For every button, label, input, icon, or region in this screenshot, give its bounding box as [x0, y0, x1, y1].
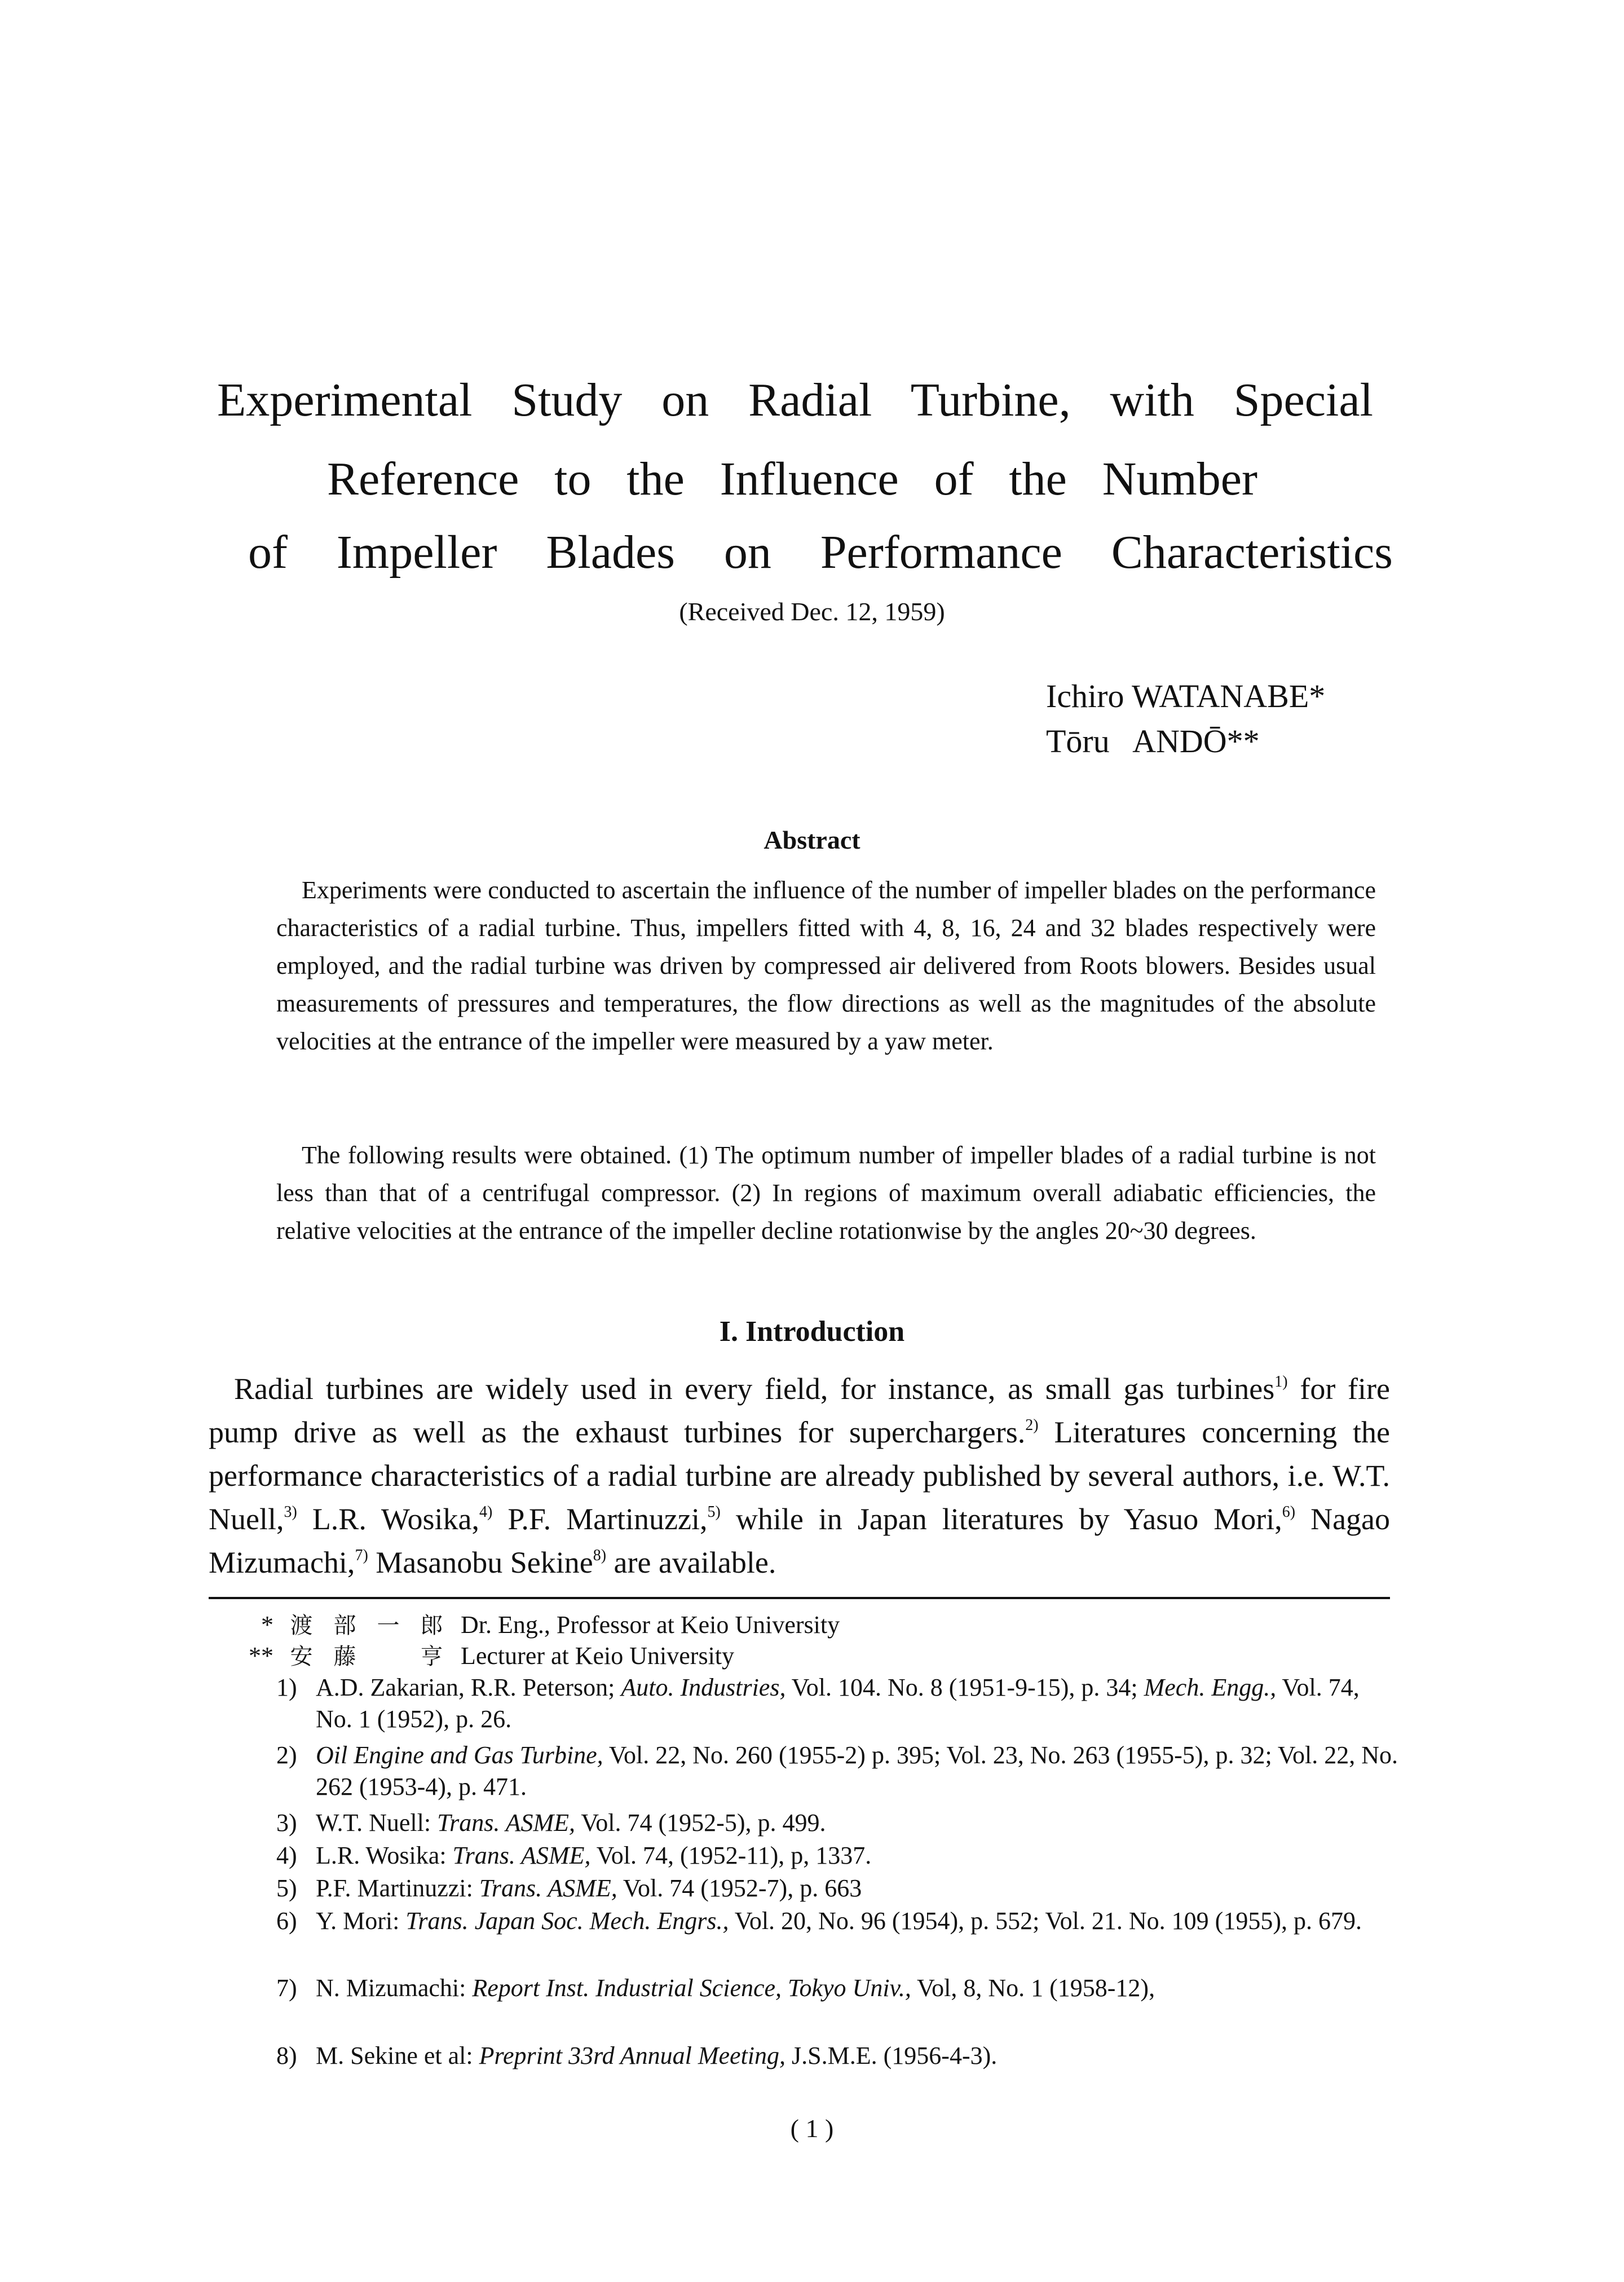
reference-item — [276, 1740, 1398, 1803]
reference-number: 5) — [276, 1874, 297, 1902]
reference-text — [316, 1807, 1398, 1839]
reference-text-segment: J.S.M.E. (1956-4-3). — [785, 2042, 998, 2069]
reference-item — [276, 1672, 1398, 1735]
reference-text-segment: P.F. Martinuzzi: — [316, 1874, 479, 1902]
introduction-text-segment: L.R. Wosika, — [297, 1502, 479, 1536]
reference-text — [316, 1873, 1398, 1904]
author-2 — [1046, 722, 1260, 761]
reference-item — [276, 1840, 1398, 1871]
reference-text-segment: Vol. 22, No. 260 (1955-2) p. 395; Vol. 23, No. 263 (1955-5), p. 32; Vol. 22, No. 262 (1953-4), p. 471. — [316, 1741, 1398, 1800]
reference-text — [316, 2040, 1398, 2072]
abstract-paragraph-1 — [276, 871, 1376, 1060]
abstract-paragraph-1-text: Experiments were conducted to ascertain the influence of the number of impeller blades on the performance characteristics of a radial turbine. Thus, impellers fitted with 4, 8, 16, 24 and 32 blades respectively were employed, and the radial turbine was driven by compressed air delivered from Roots blowers. Besides usual measurements of pressures and temperatures, the flow directions as well as the magnitudes of the absolute velocities at the entrance of the impeller were measured by a yaw meter. — [276, 876, 1376, 1055]
reference-item — [276, 1972, 1398, 2004]
abstract-paragraph-2-text: The following results were obtained. (1) The optimum number of impeller blades of a radial turbine is not less than that of a centrifugal compressor. (2) In regions of maximum overall adiabatic efficiencies, the relative velocities at the entrance of the impeller decline rotationwise by the angles 20~30 degrees. — [276, 1141, 1376, 1244]
reference-text-segment: L.R. Wosika: — [316, 1842, 453, 1869]
introduction-body — [209, 1367, 1390, 1584]
reference-number: 3) — [276, 1809, 297, 1837]
author-1-given-name: Ichiro — [1046, 678, 1124, 714]
reference-journal: Preprint 33rd Annual Meeting, — [479, 2042, 786, 2069]
reference-number: 7) — [276, 1974, 297, 2002]
abstract-heading: Abstract — [764, 826, 860, 854]
reference-journal: Report Inst. Industrial Science, Tokyo Univ., — [472, 1974, 911, 2002]
reference-text — [316, 1740, 1398, 1803]
author-note-2 — [234, 1641, 734, 1672]
reference-text-segment: Vol. 104. No. 8 (1951-9-15), p. 34; — [785, 1674, 1144, 1701]
citation-marker: 1) — [1274, 1373, 1288, 1391]
introduction-paragraph — [209, 1367, 1390, 1584]
author-note-1-mark: * — [261, 1611, 273, 1639]
reference-journal: Mech. Engg., — [1144, 1674, 1277, 1701]
reference-number: 6) — [276, 1907, 297, 1935]
page-number: ( 1 ) — [790, 2114, 834, 2143]
reference-text — [316, 1672, 1398, 1735]
author-note-2-mark: ** — [249, 1642, 273, 1670]
reference-item — [276, 1905, 1398, 1937]
citation-marker: 2) — [1025, 1416, 1039, 1434]
reference-text — [316, 1905, 1398, 1937]
author-note-1-text: Dr. Eng., Professor at Keio University — [461, 1611, 840, 1639]
citation-marker: 7) — [355, 1547, 368, 1564]
author-2-given-name: Tōru — [1046, 723, 1110, 760]
paper-title-line-3: of Impeller Blades on Performance Characteristics — [248, 526, 1393, 579]
reference-text — [316, 1840, 1398, 1871]
introduction-text-segment: while in Japan literatures by Yasuo Mori, — [720, 1502, 1282, 1536]
reference-text-segment: Vol. 74 (1952-7), p. 663 — [617, 1874, 862, 1902]
reference-journal: Trans. ASME, — [479, 1874, 617, 1902]
introduction-text-segment: Literatures concerning the performance characteristics of a radial turbine are already published by several authors, i.e. W.T. Nuell, — [209, 1415, 1390, 1536]
citation-marker: 8) — [593, 1547, 607, 1564]
reference-journal: Auto. Industries, — [621, 1674, 786, 1701]
reference-journal: Trans. ASME, — [452, 1842, 591, 1869]
footnote-separator — [209, 1597, 1390, 1599]
introduction-text-segment: Masanobu Sekine — [368, 1546, 593, 1579]
reference-item — [276, 2040, 1398, 2072]
reference-journal: Trans. Japan Soc. Mech. Engrs., — [405, 1907, 729, 1935]
introduction-text-segment: Radial turbines are widely used in every field, for instance, as small gas turbines — [234, 1372, 1275, 1406]
author-note-1-kanji-name: 渡 部 一 郎 — [290, 1613, 443, 1639]
introduction-text-segment: are available. — [606, 1546, 776, 1579]
introduction-text-segment: for fire pump drive as well as the exhaust turbines for superchargers. — [209, 1372, 1390, 1449]
reference-text-segment: A.D. Zakarian, R.R. Peterson; — [316, 1674, 621, 1701]
received-date: (Received Dec. 12, 1959) — [679, 597, 945, 626]
reference-text-segment: Vol, 8, No. 1 (1958-12), — [911, 1974, 1155, 2002]
author-note-2-kanji-name: 安 藤 亨 — [290, 1644, 443, 1670]
reference-number: 1) — [276, 1674, 297, 1701]
abstract-paragraph-2 — [276, 1136, 1376, 1250]
reference-text-segment: Vol. 20, No. 96 (1954), p. 552; Vol. 21. No. 109 (1955), p. 679. — [729, 1907, 1362, 1935]
author-2-family-name: ANDŌ** — [1132, 723, 1260, 760]
author-1-family-name: WATANABE* — [1131, 678, 1326, 714]
citation-marker: 6) — [1282, 1503, 1296, 1521]
paper-title-line-1: Experimental Study on Radial Turbine, with Special — [217, 374, 1373, 426]
reference-text-segment: M. Sekine et al: — [316, 2042, 479, 2069]
reference-text-segment: Y. Mori: — [316, 1907, 406, 1935]
introduction-heading: I. Introduction — [719, 1316, 905, 1348]
paper-title-line-2: Reference to the Influence of the Number — [327, 453, 1257, 505]
citation-marker: 4) — [479, 1503, 493, 1521]
reference-text-segment: Vol. 74, No. 1 (1952), p. 26. — [316, 1674, 1360, 1733]
reference-text-segment: N. Mizumachi: — [316, 1974, 473, 2002]
reference-number: 2) — [276, 1741, 297, 1769]
reference-item — [276, 1807, 1398, 1839]
reference-text-segment: W.T. Nuell: — [316, 1809, 438, 1837]
reference-text-segment: Vol. 74, (1952-11), p, 1337. — [590, 1842, 872, 1869]
citation-marker: 5) — [707, 1503, 721, 1521]
author-1 — [1046, 677, 1325, 716]
citation-marker: 3) — [284, 1503, 297, 1521]
reference-text-segment: Vol. 74 (1952-5), p. 499. — [575, 1809, 826, 1837]
introduction-text-segment: P.F. Martinuzzi, — [492, 1502, 708, 1536]
reference-journal: Oil Engine and Gas Turbine, — [316, 1741, 603, 1769]
reference-number: 4) — [276, 1842, 297, 1869]
introduction-text-segment: Nagao Mizumachi, — [209, 1502, 1390, 1579]
author-note-1 — [234, 1610, 840, 1641]
reference-journal: Trans. ASME, — [437, 1809, 575, 1837]
author-note-2-text: Lecturer at Keio University — [461, 1642, 735, 1670]
reference-number: 8) — [276, 2042, 297, 2069]
reference-text — [316, 1972, 1398, 2004]
reference-item — [276, 1873, 1398, 1904]
